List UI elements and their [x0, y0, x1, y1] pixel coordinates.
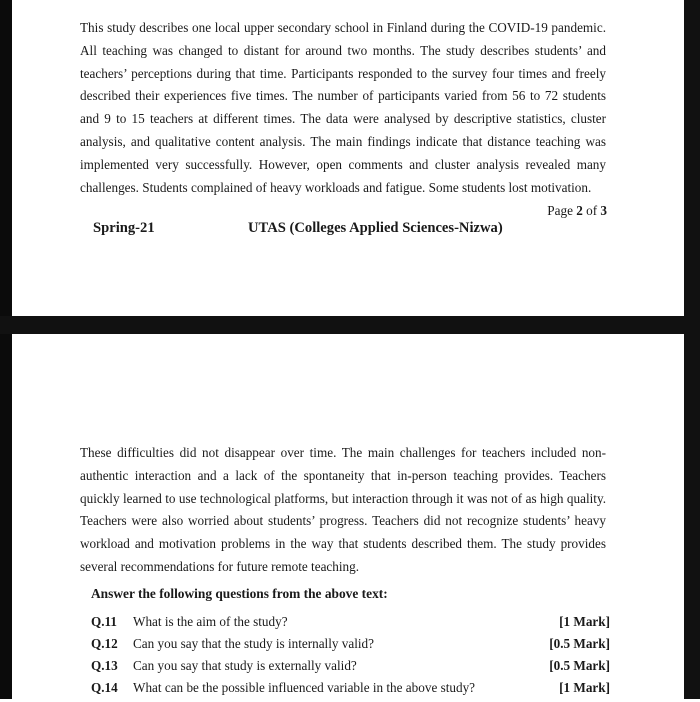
question-mark: [1 Mark]	[559, 680, 610, 695]
question-row	[91, 636, 610, 658]
page-current: 2	[576, 203, 583, 218]
footer-term: Spring-21	[93, 220, 155, 236]
page-label: Page	[547, 203, 573, 218]
questions-heading: Answer the following questions from the above text:	[91, 586, 388, 601]
page-number	[547, 203, 607, 219]
left-dark-edge	[0, 0, 12, 699]
question-text: Can you say that the study is internally valid?	[133, 636, 374, 651]
page-total: 3	[600, 203, 607, 218]
abstract-paragraph-part-1: This study describes one local upper secondary school in Finland during the COVID-19 pandemic. All teaching was changed to distant for around two months. The study describes students’ and teachers’ perceptions during that time. Participants responded to the survey four times and freely described their experiences five times. The number of participants varied from 56 to 72 students and 9 to 15 teachers at different times. The data were analysed by descriptive statistics, cluster analysis, and qualitative content analysis. The main findings indicate that distance teaching was implemented very successfully. However, open comments and cluster analysis revealed many challenges. Students complained of heavy workloads and fatigue. Some students lost motivation.	[80, 20, 606, 195]
question-mark: [0.5 Mark]	[549, 636, 610, 651]
abstract-paragraph-part-2: These difficulties did not disappear over time. The main challenges for teachers included non-authentic interaction and a lack of the spontaneity that in-person teaching provides. Teachers quickly learned to use technological platforms, but interaction through it was not of as high quality. Teachers were also worried about students’ progress. Teachers did not recognize students’ heavy workload and motivation problems in the way that students described them. The study provides several recommendations for future remote teaching.	[80, 445, 606, 574]
question-number: Q.13	[91, 658, 118, 673]
question-number: Q.11	[91, 614, 118, 629]
question-number: Q.12	[91, 636, 118, 651]
question-mark: [0.5 Mark]	[549, 658, 610, 673]
right-dark-edge	[684, 0, 700, 699]
question-row	[91, 614, 610, 636]
question-text: What is the aim of the study?	[133, 614, 288, 629]
question-number: Q.14	[91, 680, 118, 695]
page-of: of	[586, 203, 598, 218]
footer-college: UTAS (Colleges Applied Sciences-Nizwa)	[248, 220, 503, 236]
question-mark: [1 Mark]	[559, 614, 610, 629]
question-text: What can be the possible influenced variable in the above study?	[133, 680, 476, 695]
page-separator	[0, 316, 700, 334]
question-text: Can you say that study is externally valid?	[133, 658, 357, 673]
question-row	[91, 658, 610, 680]
